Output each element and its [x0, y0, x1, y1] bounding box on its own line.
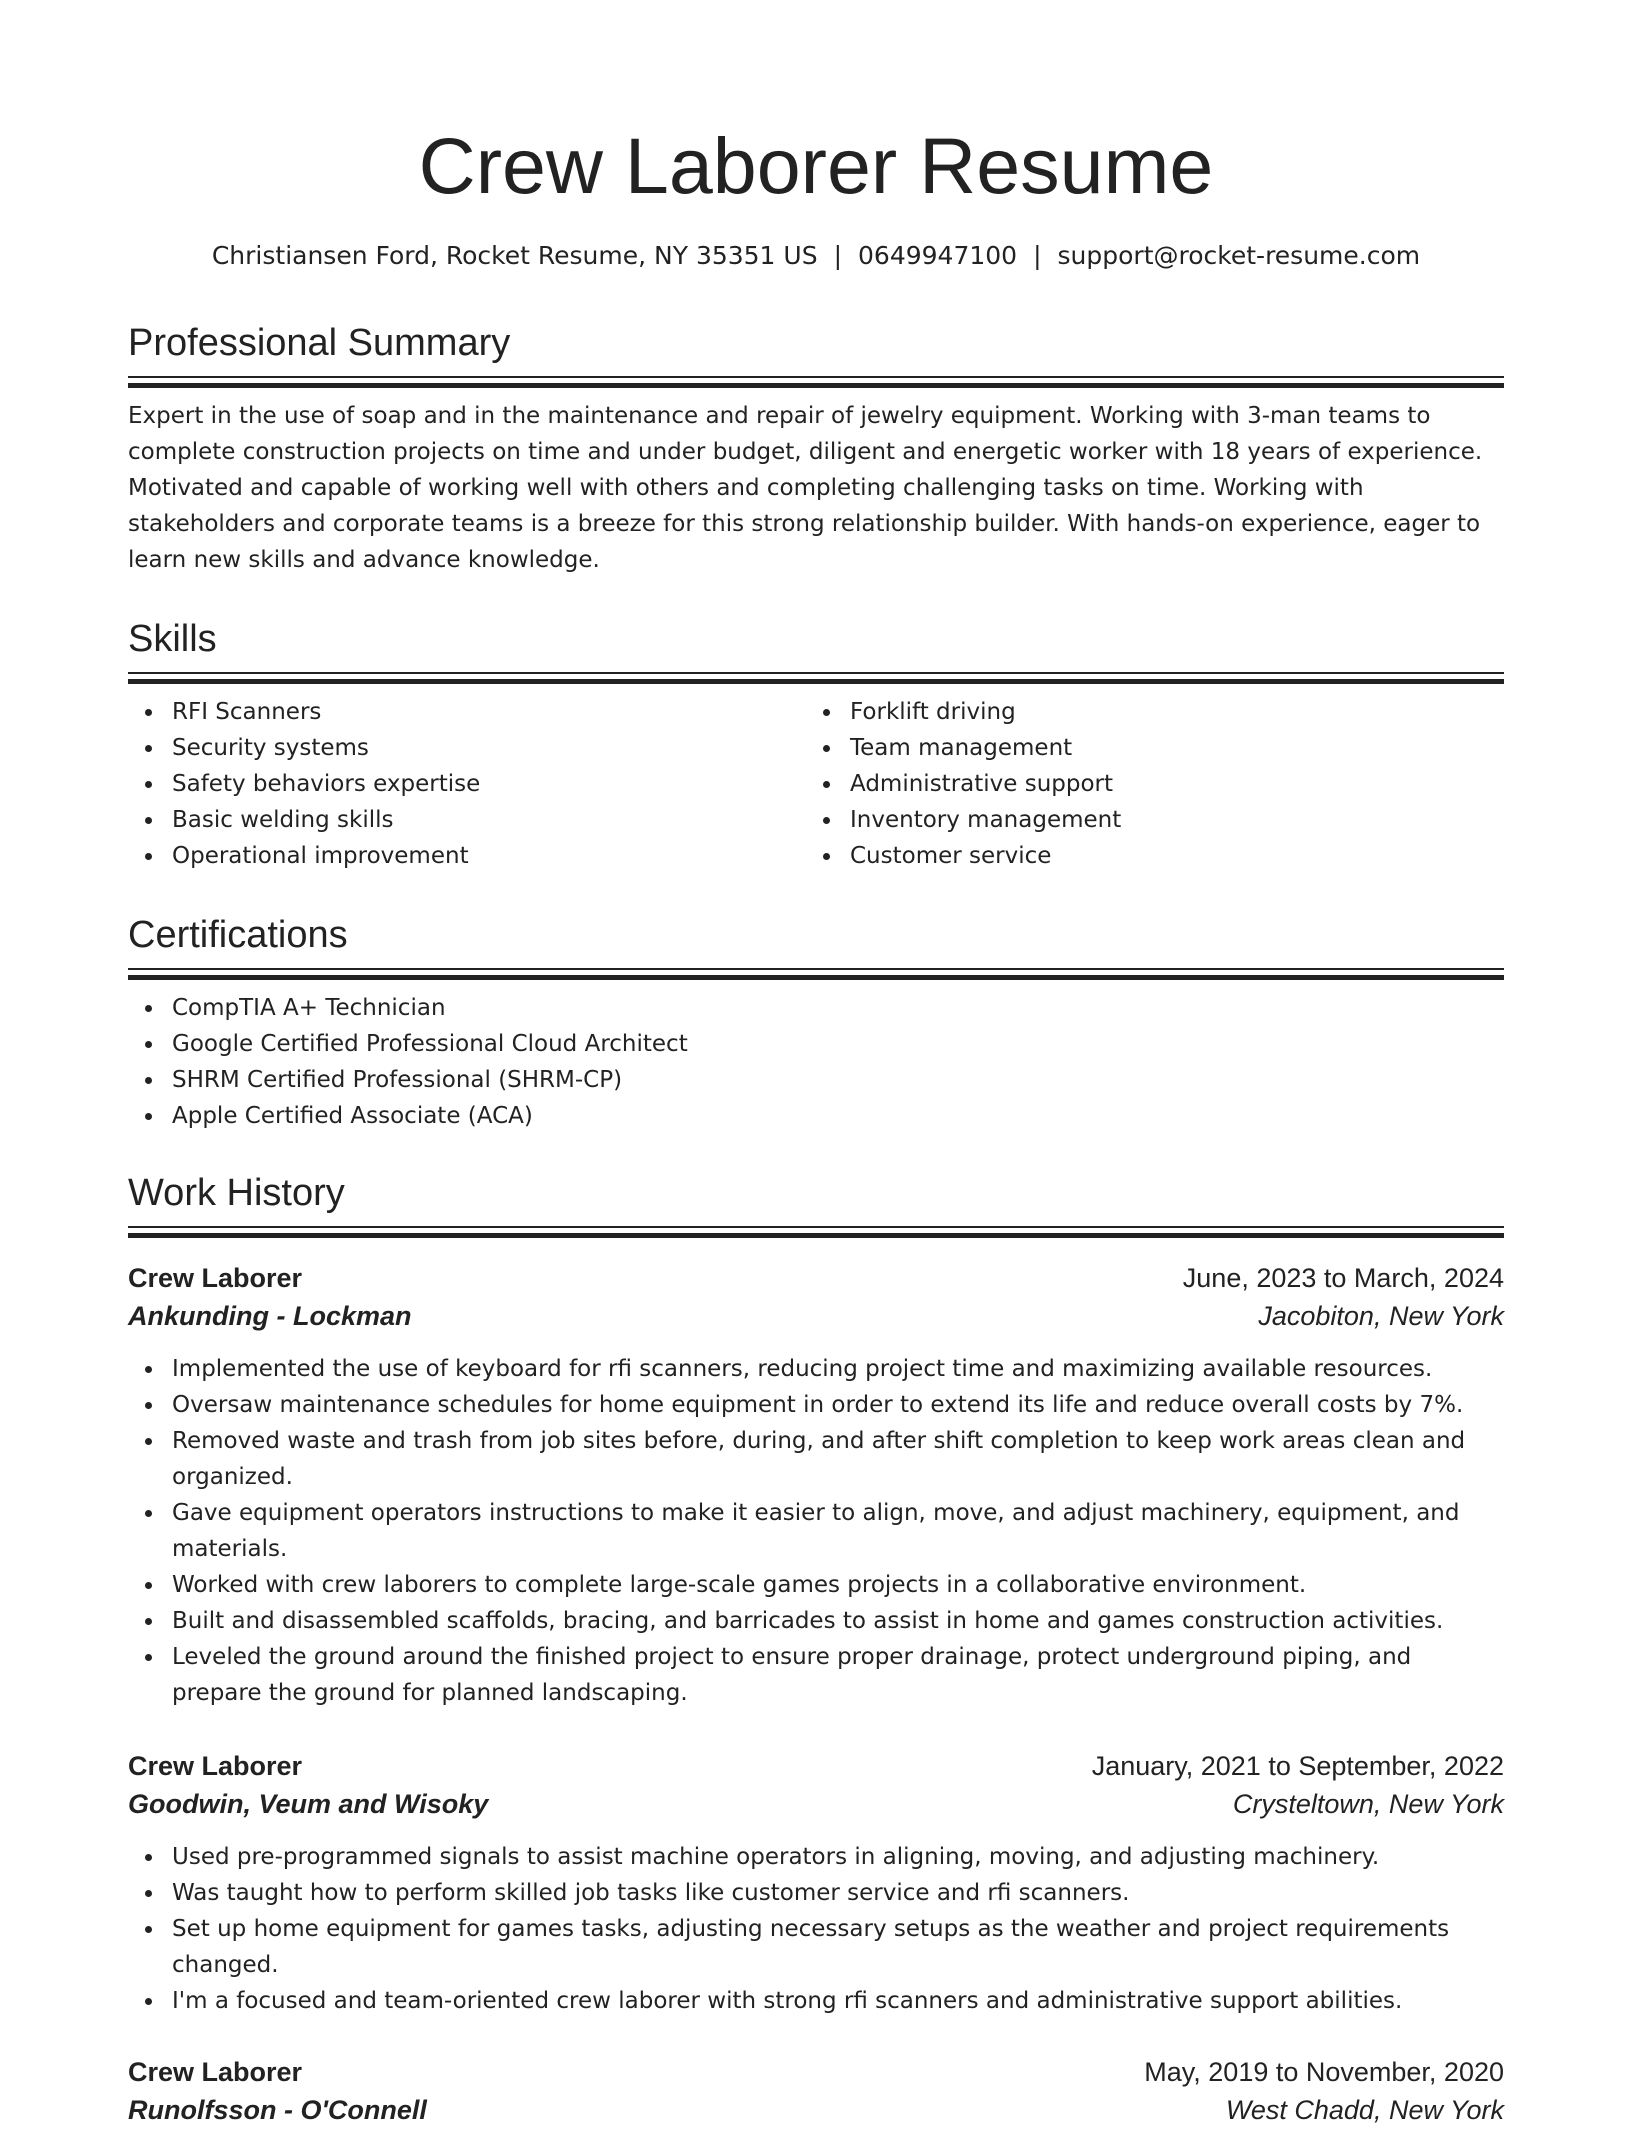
- skill-item: RFI Scanners: [172, 694, 806, 730]
- skill-item: Team management: [850, 730, 1484, 766]
- job-subheader-row: [128, 2091, 1504, 2129]
- job-bullet: [172, 1387, 1504, 1423]
- job-entry: [128, 1259, 1504, 1711]
- summary-text: [128, 398, 1504, 578]
- work-section: [128, 1168, 1504, 1238]
- job-entry: [128, 2053, 1504, 2129]
- work-heading: Work History: [128, 1172, 345, 1214]
- certification-item: Google Certified Professional Cloud Architect: [172, 1026, 1504, 1062]
- summary-line: Expert in the use of soap and in the maintenance and repair of jewelry equipment. Working with 3-man teams to: [128, 403, 1431, 429]
- skill-item: Operational improvement: [172, 838, 806, 874]
- summary-line: Motivated and capable of working well with others and completing challenging tasks on time. Working with: [128, 475, 1364, 501]
- certifications-list: [128, 990, 1504, 1134]
- job-company: Ankunding - Lockman: [128, 1301, 412, 1331]
- section-divider: [128, 672, 1504, 684]
- summary-line: stakeholders and corporate teams is a breeze for this strong relationship builder. With hands-on experience, eager to: [128, 511, 1481, 537]
- job-bullet-text: Used pre-programmed signals to assist machine operators in aligning, moving, and adjusting machinery.: [172, 1844, 1380, 1870]
- contact-address: Christiansen Ford, Rocket Resume, NY 35351 US: [211, 241, 818, 270]
- job-bullet-text: Built and disassembled scaffolds, bracing, and barricades to assist in home and games construction activities.: [172, 1608, 1444, 1634]
- job-bullets: [128, 1839, 1504, 2019]
- job-bullet: [172, 1423, 1504, 1495]
- summary-section: [128, 318, 1504, 578]
- skills-list-right: [806, 694, 1484, 874]
- job-title: Crew Laborer: [128, 1751, 303, 1781]
- skill-item: Customer service: [850, 838, 1484, 874]
- skill-item: Inventory management: [850, 802, 1484, 838]
- job-bullet-text: Removed waste and trash from job sites before, during, and after shift completion to keep work areas clean and organized.: [172, 1428, 1466, 1490]
- job-location: West Chadd, New York: [1225, 2095, 1504, 2125]
- job-bullet: [172, 1495, 1504, 1567]
- skill-item: Security systems: [172, 730, 806, 766]
- resume-title: Crew Laborer Resume: [418, 121, 1214, 210]
- skills-list-left: [128, 694, 806, 874]
- job-bullet-text: Gave equipment operators instructions to make it easier to align, move, and adjust machinery, equipment, and materials.: [172, 1500, 1460, 1562]
- skill-item: Administrative support: [850, 766, 1484, 802]
- certification-item: CompTIA A+ Technician: [172, 990, 1504, 1026]
- skills-heading: Skills: [128, 618, 217, 660]
- job-location: Jacobiton, New York: [1258, 1301, 1504, 1331]
- certification-item: Apple Certified Associate (ACA): [172, 1098, 1504, 1134]
- skills-column-left: [128, 684, 806, 874]
- job-bullet: [172, 1351, 1504, 1387]
- job-bullet: [172, 1839, 1504, 1875]
- job-dates: June, 2023 to March, 2024: [1182, 1263, 1504, 1293]
- skills-section: [128, 614, 1504, 874]
- job-bullet: [172, 1875, 1504, 1911]
- skill-item: Basic welding skills: [172, 802, 806, 838]
- job-bullet-text: Leveled the ground around the finished project to ensure proper drainage, protect underground piping, and prepare the ground for planned landscaping.: [172, 1644, 1412, 1706]
- job-bullet: [172, 1911, 1504, 1983]
- job-dates: January, 2021 to September, 2022: [1091, 1751, 1504, 1781]
- job-entry: [128, 1747, 1504, 2019]
- job-bullet-text: I'm a focused and team-oriented crew laborer with strong rfi scanners and administrative support abilities.: [172, 1988, 1403, 2014]
- job-header-row: [128, 2053, 1504, 2091]
- job-header-row: [128, 1259, 1504, 1297]
- contact-separator: |: [1033, 241, 1042, 270]
- job-subheader-row: [128, 1297, 1504, 1335]
- skills-column-right: [806, 684, 1484, 874]
- job-bullet-text: Was taught how to perform skilled job tasks like customer service and rfi scanners.: [172, 1880, 1130, 1906]
- job-title: Crew Laborer: [128, 2057, 303, 2087]
- certification-item: SHRM Certified Professional (SHRM-CP): [172, 1062, 1504, 1098]
- summary-heading: Professional Summary: [128, 322, 511, 364]
- job-bullet-text: Worked with crew laborers to complete large-scale games projects in a collaborative environment.: [172, 1572, 1307, 1598]
- contact-line: [128, 238, 1504, 274]
- summary-line: complete construction projects on time and under budget, diligent and energetic worker with 18 years of experience.: [128, 439, 1483, 465]
- job-bullet: [172, 1603, 1504, 1639]
- certifications-heading: Certifications: [128, 914, 348, 956]
- skills-columns: [128, 684, 1504, 874]
- contact-email: support@rocket-resume.com: [1057, 241, 1421, 270]
- job-subheader-row: [128, 1785, 1504, 1823]
- job-bullet: [172, 1983, 1504, 2019]
- certifications-section: [128, 910, 1504, 1134]
- contact-phone: 0649947100: [858, 241, 1018, 270]
- job-title: Crew Laborer: [128, 1263, 303, 1293]
- job-company: Goodwin, Veum and Wisoky: [128, 1789, 489, 1819]
- job-bullet-text: Implemented the use of keyboard for rfi scanners, reducing project time and maximizing available resources.: [172, 1356, 1433, 1382]
- section-divider: [128, 376, 1504, 388]
- job-company: Runolfsson - O'Connell: [128, 2095, 427, 2125]
- section-divider: [128, 1226, 1504, 1238]
- job-bullet-text: Set up home equipment for games tasks, adjusting necessary setups as the weather and project requirements changed.: [172, 1916, 1450, 1978]
- skill-item: Safety behaviors expertise: [172, 766, 806, 802]
- summary-line: learn new skills and advance knowledge.: [128, 547, 600, 573]
- skill-item: Forklift driving: [850, 694, 1484, 730]
- job-bullets: [128, 1351, 1504, 1711]
- job-bullet: [172, 1639, 1504, 1711]
- job-bullet-text: Oversaw maintenance schedules for home equipment in order to extend its life and reduce overall costs by 7%.: [172, 1392, 1464, 1418]
- contact-separator: |: [833, 241, 843, 270]
- section-divider: [128, 968, 1504, 980]
- job-header-row: [128, 1747, 1504, 1785]
- job-bullet: [172, 1567, 1504, 1603]
- job-location: Crysteltown, New York: [1232, 1789, 1504, 1819]
- job-dates: May, 2019 to November, 2020: [1144, 2057, 1504, 2087]
